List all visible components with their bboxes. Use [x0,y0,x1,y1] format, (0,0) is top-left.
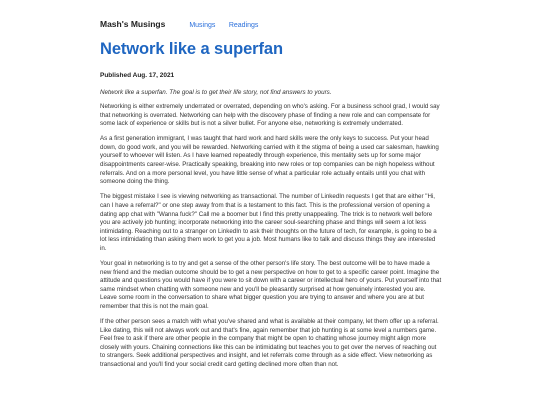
published-date: Published Aug. 17, 2021 [100,72,175,79]
article-lead: Network like a superfan. The goal is to get their life story, not find answers to yours. [100,89,332,96]
article-paragraph-5: If the other person sees a match with what you've shared and what is available at their company, let them offer up a referral. Like dating, this will not always work out and that's fine, again remember that job hunting is at some level a numbers game. Feel free to ask if there are other people in the company that might be open to chatting whose journey might align more closely with yours. Chaining connections like this can be intimidating but teaches you to get over the nerves of reaching out to strangers. Seek additional perspectives and insight, and let referrals come through as a side effect. View networking as transactional and you'll find your social credit card getting declined more often than not. [100,318,439,369]
site-nav [189,14,267,32]
article-paragraph-3: The biggest mistake I see is viewing networking as transactional. The number of LinkedIn requests I get that are either "Hi, can I have a referral?" or one step away from that is a testament to this fact. This is the professional version of opening a dating app chat with "Wanna fuck?" Call me a boomer but I find this pretty unappealing. The trick is to network well before you are actively job hunting; incorporate networking into the career soul-searching phase and things will seem a lot less intimidating. Reaching out to a stranger on LinkedIn to ask their thoughts on the future of tech, for example, is going to be a lot less intimidating than asking them work to get you a job. Most humans like to talk and discuss things they are interested in. [100,193,437,252]
site-header [100,14,440,32]
article [100,40,442,376]
article-paragraph-2: As a first generation immigrant, I was taught that hard work and hard skills were the only keys to success. Put your head down, do good work, and you will be rewarded. Networking carried with it the stigma of being a used car salesman, hawking yourself to whoever will listen. As I have learned repeatedly through experience, this mentality sets up for some major disappointments career-wise. Practically speaking, breaking into new roles or top companies can be nigh hopeless without referrals. And on a more personal level, you have little sense of what a particular role actually entails until you chat with someone doing the thing. [100,135,439,186]
nav-link-musings[interactable]: Musings [189,22,216,29]
article-title: Network like a superfan [100,40,283,58]
site-brand[interactable]: Mash's Musings [100,19,166,29]
article-paragraph-1: Networking is either extremely underrated or overrated, depending on who's asking. For a business school grad, I would say that networking is overrated. Networking can help with the discovery phase of finding a new role and can compensate for some lack of experience or skills but is not a silver bullet. For anyone else, networking is extremely underrated. [100,103,440,128]
article-paragraph-4: Your goal in networking is to try and get a sense of the other person's life story. The best outcome will be to have made a new friend and the median outcome should be to get a new perspective on how to get to a specific career point. Imagine the attitude and questions you would have if you were to sit down with a career or intellectual hero of yours. Put yourself into that same mindset when chatting with someone new and you'll be pleasantly surprised at how genuinely interested you are. Leave some room in the conversation to share what bigger question you are trying to answer and where you are at but remember that this is not the main goal. [100,260,442,310]
nav-link-readings[interactable]: Readings [228,22,259,29]
